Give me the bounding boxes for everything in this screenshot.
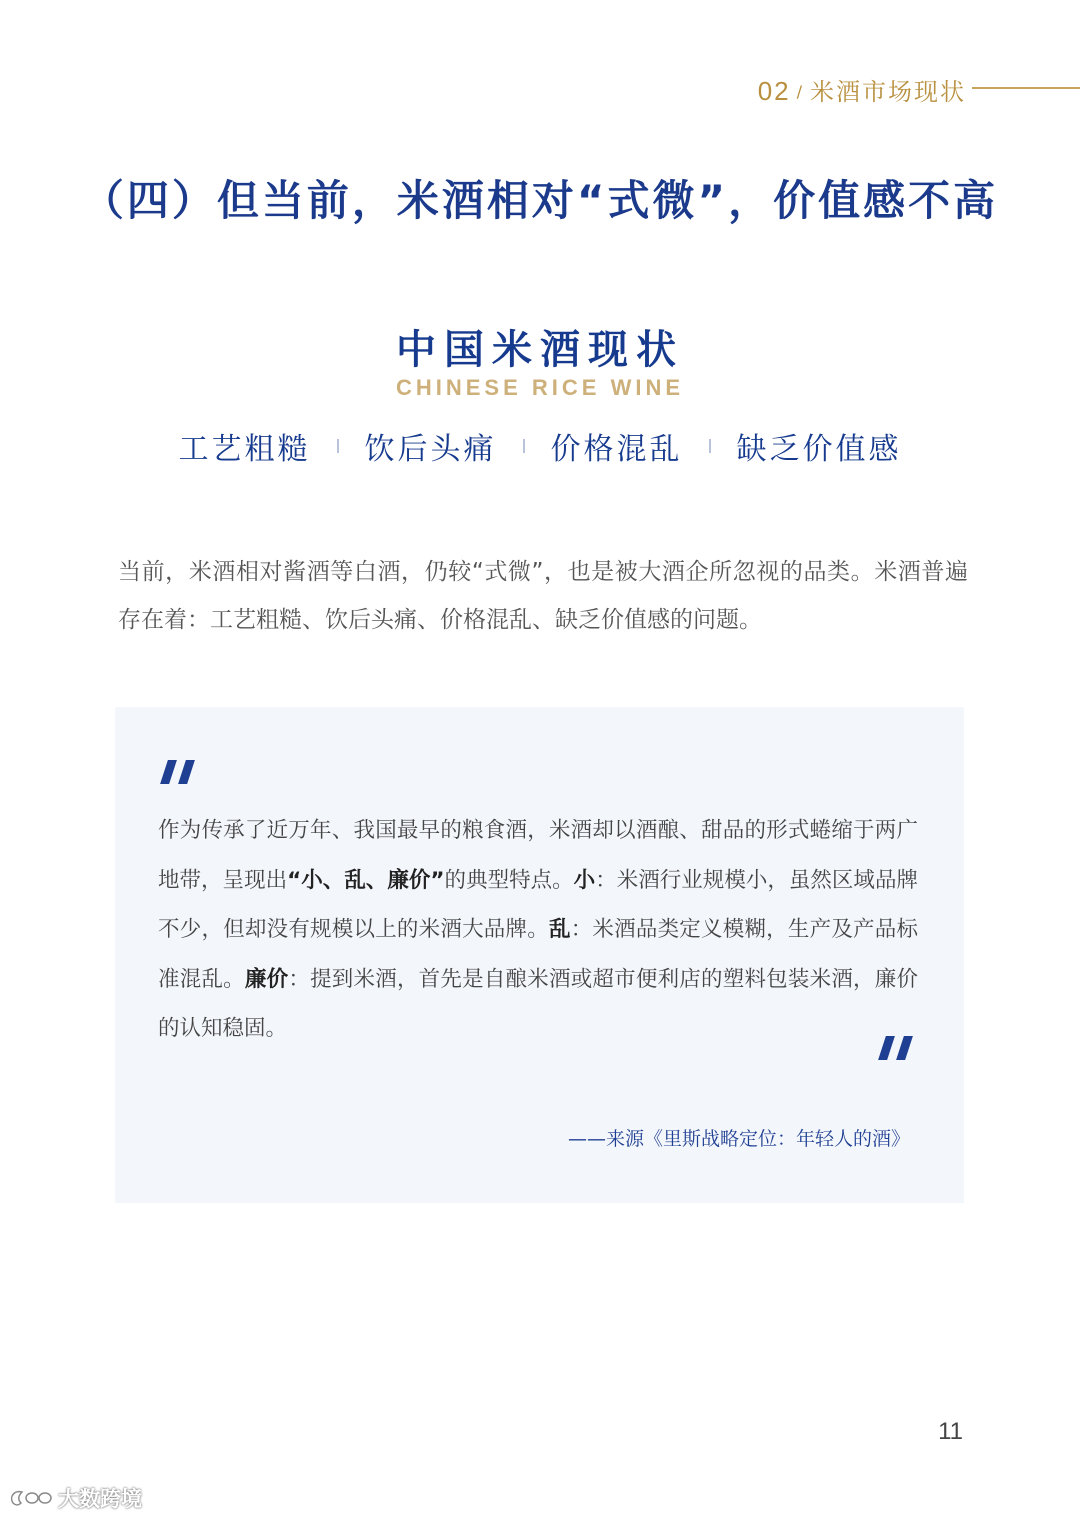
hero-title: 中国米酒现状 bbox=[396, 327, 684, 373]
hero-subtitle: CHINESE RICE WINE bbox=[395, 375, 685, 400]
tag-item: 饮后头痛 bbox=[364, 432, 497, 467]
section-heading: （四）但当前，米酒相对“式微”，价值感不高 bbox=[81, 176, 999, 225]
page-header bbox=[0, 68, 1080, 108]
tag-item: 缺乏价值感 bbox=[736, 432, 902, 467]
quote-text-part: 作为传承了近万年、我国最早的粮食酒，米酒却以酒酿、甜品的形式蜷缩于两广地带，呈现出 bbox=[158, 818, 918, 893]
tag-divider bbox=[523, 439, 525, 453]
quote-text-part: ：提到米酒，首先是自酿米酒或超市便利店的塑料包装米酒，廉价的认知稳固。 bbox=[158, 966, 918, 1041]
quote-label-small: 小 bbox=[573, 867, 596, 893]
section-name: 米酒市场现状 bbox=[810, 78, 966, 106]
tag-item: 价格混乱 bbox=[550, 432, 683, 467]
quote-source: ——来源《里斯战略定位：年轻人的酒》 bbox=[567, 1128, 910, 1150]
tag-row bbox=[0, 424, 1080, 468]
intro-paragraph: 当前，米酒相对酱酒等白酒，仍较“式微”，也是被大酒企所忽视的品类。米酒普遍存在着：工艺粗糙、饮后头痛、价格混乱、缺乏价值感的问题。 bbox=[118, 559, 968, 633]
section-label bbox=[758, 72, 966, 107]
tag-divider bbox=[709, 439, 711, 453]
watermark-text: 大数跨境 bbox=[58, 1487, 142, 1511]
header-rule bbox=[972, 87, 1080, 89]
quote-text-part: ：米酒品类定义模糊，生产及产品标准混乱。 bbox=[158, 917, 918, 992]
section-separator: / bbox=[796, 82, 804, 101]
tag-divider bbox=[337, 439, 339, 453]
close-quote-icon bbox=[876, 1036, 916, 1062]
quote-paragraph bbox=[158, 806, 918, 1054]
quote-highlight: “小、乱、廉价” bbox=[287, 867, 445, 893]
quote-label-chaos: 乱 bbox=[548, 917, 571, 942]
tag-item: 工艺粗糙 bbox=[178, 432, 311, 467]
quote-text-part: 的典型特点。 bbox=[444, 867, 574, 893]
weibo-logo-icon bbox=[8, 1486, 54, 1510]
open-quote-icon bbox=[158, 760, 198, 786]
quote-text-part: ：米酒行业规模小，虽然区域品牌不少，但却没有规模以上的米酒大品牌。 bbox=[158, 867, 918, 942]
page-number: 11 bbox=[938, 1418, 963, 1445]
section-number: 02 bbox=[757, 76, 791, 106]
quote-label-cheap: 廉价 bbox=[244, 966, 289, 992]
watermark bbox=[8, 1484, 142, 1512]
